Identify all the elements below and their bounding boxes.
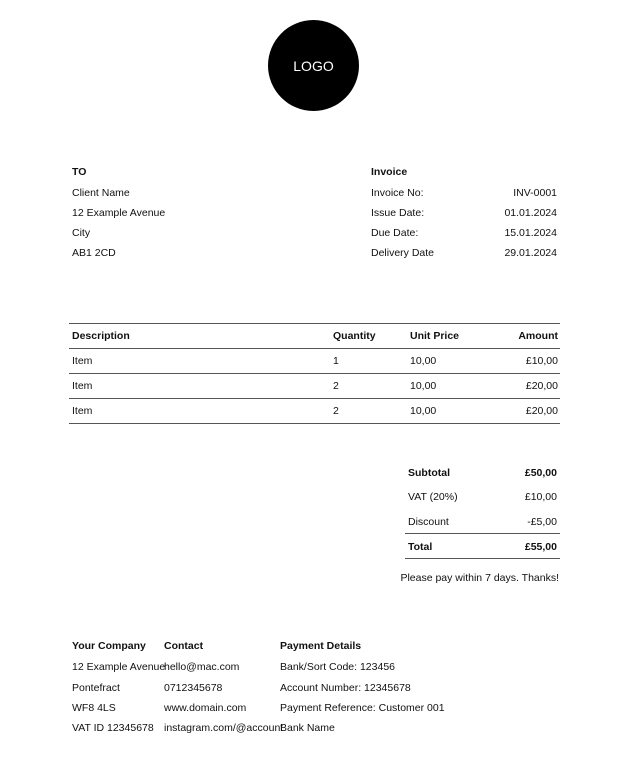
due-date-value: 15.01.2024 (504, 227, 557, 239)
subtotal-value: £50,00 (524, 467, 557, 479)
logo (268, 20, 359, 111)
vat-value: £10,00 (524, 491, 557, 503)
client-address: 12 Example Avenue (72, 207, 166, 219)
row-3-unit-price: 10,00 (410, 405, 437, 417)
row-3-description: Item (72, 405, 93, 417)
header-rule (69, 348, 560, 349)
total-value: £55,00 (524, 541, 557, 553)
discount-value: -£5,00 (527, 516, 557, 528)
payment-heading: Payment Details (280, 640, 362, 652)
contact-website: www.domain.com (164, 702, 247, 714)
col-header-amount: Amount (518, 330, 558, 342)
row-2-quantity: 2 (333, 380, 339, 392)
total-rule (405, 533, 560, 534)
client-postcode: AB1 2CD (72, 247, 116, 259)
row-2-description: Item (72, 380, 93, 392)
client-name: Client Name (72, 187, 130, 199)
company-town: Pontefract (72, 682, 120, 694)
due-date-label: Due Date: (371, 227, 419, 239)
row-1-amount: £10,00 (525, 355, 558, 367)
company-postcode: WF8 4LS (72, 702, 116, 714)
delivery-date-value: 29.01.2024 (504, 247, 557, 259)
invoice-heading: Invoice (371, 166, 408, 178)
row-1-quantity: 1 (333, 355, 339, 367)
to-heading: TO (72, 166, 87, 178)
table-bottom-rule (69, 423, 560, 424)
col-header-unit-price: Unit Price (410, 330, 460, 342)
contact-phone: 0712345678 (164, 682, 223, 694)
row-rule (69, 398, 560, 399)
payment-reference: Payment Reference: Customer 001 (280, 702, 445, 714)
payment-bank-name: Bank Name (280, 722, 335, 734)
contact-instagram: instagram.com/@account (164, 722, 284, 734)
table-top-rule (69, 323, 560, 324)
delivery-date-label: Delivery Date (371, 247, 435, 259)
discount-label: Discount (408, 516, 449, 528)
payment-sort-code: Bank/Sort Code: 123456 (280, 661, 395, 673)
row-3-amount: £20,00 (525, 405, 558, 417)
row-2-unit-price: 10,00 (410, 380, 437, 392)
invoice-no-value: INV-0001 (513, 187, 557, 199)
vat-label: VAT (20%) (408, 491, 458, 503)
col-header-quantity: Quantity (333, 330, 376, 342)
company-heading: Your Company (72, 640, 146, 652)
row-1-unit-price: 10,00 (410, 355, 437, 367)
logo-text: LOGO (293, 57, 334, 74)
client-city: City (72, 227, 91, 239)
row-3-quantity: 2 (333, 405, 339, 417)
contact-email: hello@mac.com (164, 661, 240, 673)
total-label: Total (408, 541, 433, 553)
contact-heading: Contact (164, 640, 204, 652)
invoice-no-label: Invoice No: (371, 187, 424, 199)
payment-note: Please pay within 7 days. Thanks! (400, 572, 559, 584)
issue-date-label: Issue Date: (371, 207, 425, 219)
total-bottom-rule (405, 558, 560, 559)
company-address: 12 Example Avenue (72, 661, 166, 673)
row-1-description: Item (72, 355, 93, 367)
row-2-amount: £20,00 (525, 380, 558, 392)
payment-account-number: Account Number: 12345678 (280, 682, 411, 694)
row-rule (69, 373, 560, 374)
issue-date-value: 01.01.2024 (504, 207, 557, 219)
company-vat-id: VAT ID 12345678 (72, 722, 154, 734)
subtotal-label: Subtotal (408, 467, 450, 479)
col-header-description: Description (72, 330, 130, 342)
